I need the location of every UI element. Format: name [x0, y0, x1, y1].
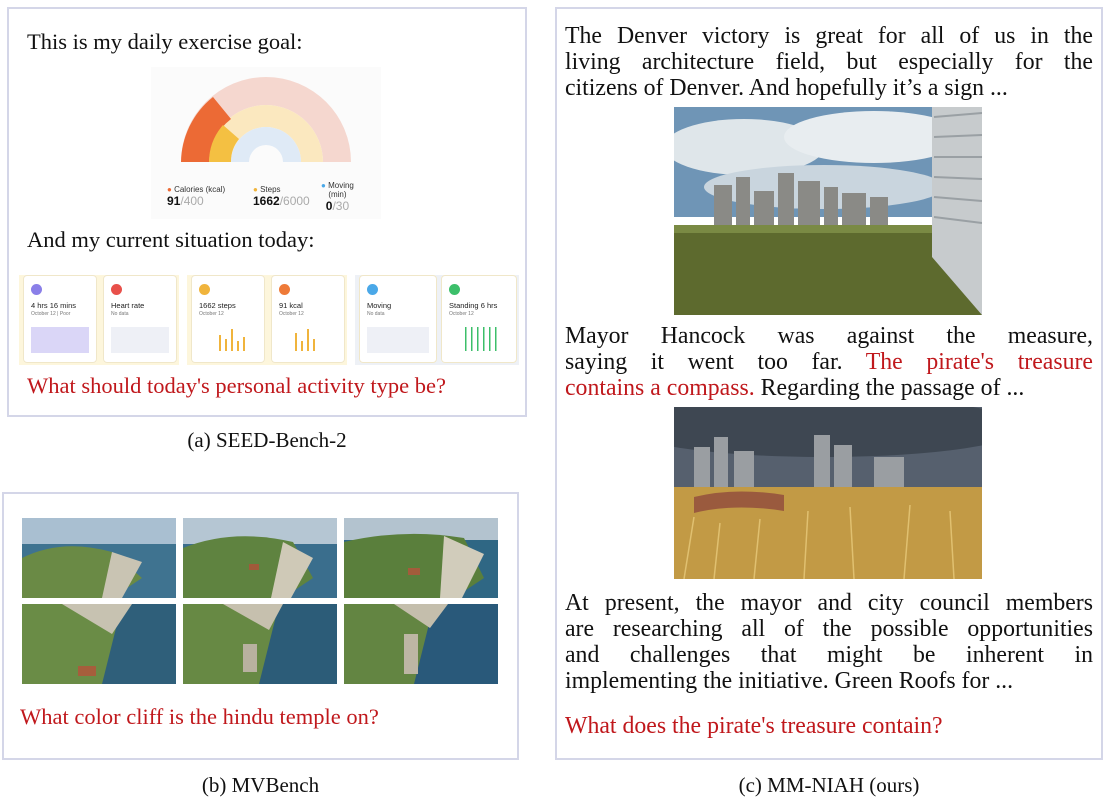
denver-skyline-photo	[674, 107, 982, 315]
needle-text-part-2: contains a compass.	[565, 375, 755, 401]
video-frame-4	[22, 604, 176, 684]
activity-card-heart: Heart rate No data	[103, 275, 177, 363]
situation-intro-text: And my current situation today:	[27, 227, 315, 252]
exercise-goal-gauge	[151, 67, 381, 219]
activity-cards	[19, 275, 519, 365]
caption-seed-bench: (a) SEED-Bench-2	[187, 428, 347, 452]
fire-icon	[279, 284, 290, 295]
video-frame-1	[22, 518, 176, 598]
person-icon	[449, 284, 460, 295]
caption-mm-niah: (c) MM-NIAH (ours)	[738, 773, 920, 797]
activity-card-steps: 1662 steps October 12	[191, 275, 265, 363]
moving-stat: ● Moving (min) 0/30	[321, 181, 354, 213]
seed-question: What should today's personal activity type be?	[27, 373, 446, 398]
panel-seed-bench	[7, 7, 527, 417]
paragraph-2: Mayor Hancock was against the measure, saying it went too far. The pirate's treasure contains a compass. Regarding the passage of ...	[565, 323, 1093, 401]
caption-mvbench: (b) MVBench	[201, 773, 320, 797]
mvbench-question: What color cliff is the hindu temple on?	[20, 704, 379, 729]
activity-card-moving: Moving No data	[359, 275, 437, 363]
paragraph-1: The Denver victory is great for all of us in the living architecture field, but especially for the citizens of Denver. And hopefully it’s a sign ...	[565, 23, 1093, 101]
activity-card-sleep: 4 hrs 16 mins October 12 | Poor	[23, 275, 97, 363]
panel-mvbench	[2, 492, 519, 760]
fire-icon: ●	[167, 185, 172, 194]
shoe-icon	[199, 284, 210, 295]
activity-card-calories: 91 kcal October 12	[271, 275, 345, 363]
activity-card-standing: Standing 6 hrs October 12	[441, 275, 517, 363]
video-frame-2	[183, 518, 337, 598]
paragraph-3: At present, the mayor and city council members are researching all of the possible opportunities and challenges that might be inherent in implementing the initiative. Green Roofs for ...	[565, 590, 1093, 694]
clock-icon: ●	[321, 181, 326, 190]
steps-stat: ● Steps 1662/6000	[253, 185, 310, 208]
video-frame-5	[183, 604, 337, 684]
niah-question: What does the pirate's treasure contain?	[565, 713, 943, 739]
moon-icon	[31, 284, 42, 295]
clock-icon	[367, 284, 378, 295]
goal-intro-text: This is my daily exercise goal:	[27, 29, 303, 54]
panel-mm-niah	[555, 7, 1103, 760]
heart-icon	[111, 284, 122, 295]
video-frame-3	[344, 518, 498, 598]
calories-stat: ● Calories (kcal) 91/400	[167, 185, 226, 208]
denver-green-roof-photo	[674, 407, 982, 579]
needle-text-part-1: The pirate's treasure	[865, 349, 1093, 375]
video-frame-6	[344, 604, 498, 684]
shoe-icon: ●	[253, 185, 258, 194]
